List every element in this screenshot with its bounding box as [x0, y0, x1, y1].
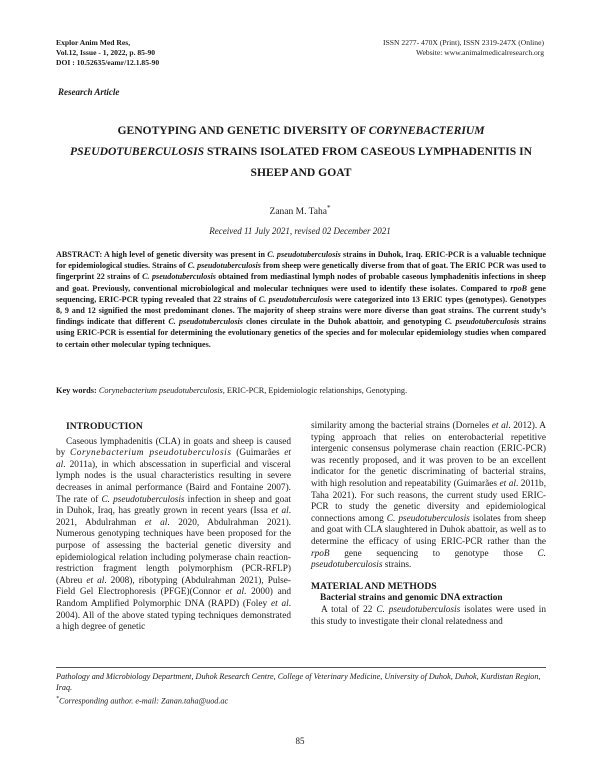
et-al: et al — [491, 421, 509, 431]
body-text: gene sequencing to genotype those — [329, 548, 538, 559]
species-name: C. pseudotuberculosis — [444, 317, 520, 327]
footnote-mark: * — [56, 695, 59, 702]
gene-name: rpoB — [311, 548, 330, 559]
title-part-1: GENOTYPING AND GENETIC DIVERSITY OF — [117, 124, 369, 137]
species-name: C. pseudotuberculosis — [376, 604, 461, 615]
et-al: et al — [225, 587, 245, 598]
journal-name: Explor Anim Med Res, — [56, 38, 131, 47]
left-column — [56, 421, 291, 634]
author-mark: * — [326, 204, 331, 212]
et-al: et al — [144, 517, 168, 528]
body-text: similarity among the bacterial strains (Dorneles — [311, 421, 492, 431]
keywords-rest: ERIC-PCR, Epidemiologic relationships, Genotyping. — [224, 386, 408, 395]
article-type: Research Article — [58, 87, 120, 97]
title-part-2: STRAINS ISOLATED FROM CASEOUS LYMPHADENITIS IN SHEEP AND GOAT — [204, 145, 532, 179]
methods-paragraph — [311, 605, 546, 628]
species-name: C. pseudotuberculosis — [168, 317, 243, 327]
methods-subheading: Bacterial strains and genomic DNA extraction — [320, 593, 503, 604]
body-text: (Guimarães — [231, 448, 285, 459]
body-text: strains. — [382, 560, 412, 571]
et-al: et al — [270, 598, 289, 609]
body-text: . 2021, Abdulrahman — [56, 506, 292, 528]
keywords-label: Key words: — [56, 386, 99, 395]
abstract-text: from sheep were genetically diverse from that of goat. The ERIC PCR was used to fingerprint 22 strains of — [56, 261, 546, 282]
introduction-paragraph — [56, 437, 291, 634]
website-text: Website: www.animalmedicalresearch.org — [415, 48, 544, 57]
corresponding-email: Corresponding author. e-mail: Zanan.taha@uod.ac — [59, 696, 229, 706]
abstract-text: A high level of genetic diversity was present in — [104, 250, 268, 259]
issn-info — [383, 38, 544, 58]
footnote-divider — [56, 667, 546, 668]
corresponding-author — [56, 694, 546, 707]
species-name: Corynebacterium pseudotuberculosis — [69, 448, 232, 459]
body-text: . 2020, Abdulrahman 2021). Numerous genotyping techniques have been proposed for the purpose of assessing the bacterial genetic diversity and epidemiological relation including polymerase chain reaction-restriction fragment length polymorphism (PCR-RFLP) (Abreu — [56, 517, 291, 586]
issn-text: ISSN 2277- 470X (Print), ISSN 2319-247X (Online) — [383, 38, 544, 47]
et-al: et al — [271, 506, 289, 517]
journal-info — [56, 38, 159, 68]
abstract-text: strains in Duhok, Iraq. ERIC-PCR is a valuable technique for epidemiological studies. Strains of — [56, 250, 547, 271]
species-name: C. pseudotuberculosis — [142, 272, 216, 282]
body-text: A total of 22 — [321, 604, 377, 615]
footnote — [56, 671, 546, 707]
abstract-text: obtained from mediastinal lymph nodes of probable caseous lymphadenitis infections in sheep and goat. Previously, conventional microbiological and molecular techniques were used to identify these isolates. Compared to — [56, 272, 547, 293]
body-text: . 2008), ribotyping (Abdulrahman 2021), Pulse-Field Gel Electrophoresis (PFGE)(Connor — [56, 575, 291, 598]
keywords — [56, 386, 546, 395]
title-species: CORYNEBACTERIUM PSEUDOTUBERCULOSIS — [70, 124, 485, 158]
journal-doi: DOI : 10.52635/eamr/12.1.85-90 — [56, 58, 160, 67]
et-al: et al — [499, 478, 516, 489]
paper-title — [56, 120, 546, 183]
keywords-species: Corynebacterium pseudotuberculosis, — [98, 386, 225, 395]
gene-name: rpoB — [510, 283, 528, 293]
received-dates: Received 11 July 2021, revised 02 December 2021 — [209, 226, 391, 236]
et-al: et al — [56, 448, 292, 470]
body-text: isolates were used in this study to investigate their clonal relatedness and — [311, 604, 546, 627]
author-name: Zanan M. Taha — [269, 207, 327, 218]
abstract-text: strains using ERIC-PCR is essential for determining the evolutionary genetics of the species and for molecular epidemiology studies when compared to certain other molecular typing techniques. — [56, 317, 546, 349]
journal-volume: Vol.12, Issue - 1, 2022, p. 85-90 — [56, 48, 156, 57]
abstract-label: ABSTRACT: — [56, 250, 104, 259]
species-name: C. pseudotuberculosis — [258, 294, 333, 304]
abstract-text: gene sequencing, ERIC-PCR typing revealed that 22 strains of — [56, 283, 546, 304]
author-line — [0, 204, 600, 217]
body-text: Caseous lymphadenitis (CLA) in goats and sheep is caused by — [56, 436, 291, 459]
abstract-text: clones circulate in the Duhok abattoir, and genotyping — [242, 317, 445, 327]
body-text: . 2012). A typing approach that relies on enterobacterial repetitive intergenic consensus polymerase chain reaction (ERIC-PCR) was recently proposed, and it was proven to be an excellent indicator for the genetic discriminating of bacterial strains, with high resolution and repeatability (Guimarães — [311, 421, 547, 489]
page-number: 85 — [295, 736, 305, 746]
introduction-heading: INTRODUCTION — [66, 421, 143, 432]
et-al: et al — [86, 575, 105, 586]
species-name: C. pseudotuberculosis — [386, 513, 470, 524]
species-name: C. pseudotuberculosis — [311, 548, 546, 571]
methods-heading: MATERIAL AND METHODS — [311, 580, 437, 592]
body-text: . 2011a), in which abscessation in superficial and visceral lymph nodes is the usual characteristics resulting in severe decreases in animal performance (Baird and Fontaine 2007). The rate of — [56, 459, 291, 505]
species-name: C. pseudotuberculosis — [267, 250, 341, 259]
body-text: isolates from sheep and goat with CLA slaughtered in Duhok abattoir, as well as to determine the efficacy of using ERIC-PCR rather than the — [311, 513, 546, 547]
right-column — [311, 421, 546, 628]
affiliation: Pathology and Microbiology Department, Duhok Research Centre, College of Veterinary Medicine, University of Duhok, Duhok, Kurdistan Region, Iraq. — [56, 672, 541, 693]
species-name: C. pseudotuberculosis — [187, 261, 261, 271]
body-text: . 2004). All of the above stated typing techniques demonstrated a high degree of genetic — [56, 598, 292, 633]
body-text: . 2000) and Random Amplified Polymorphic DNA (RAPD) (Foley — [56, 587, 291, 609]
body-text: infection in sheep and goat in Duhok, Iraq, has greatly grown in recent years (Issa — [56, 494, 291, 517]
abstract-text: were categorized into 13 ERIC types (genotypes). Genotypes 8, 9 and 12 signified the most predominant clones. The majority of sheep strains were more diverse than goat strains. The current study’s findings indicate that different — [56, 294, 547, 327]
abstract — [56, 249, 546, 350]
introduction-continued — [311, 421, 546, 572]
species-name: C. pseudotuberculosis — [101, 494, 185, 505]
body-text: . 2011b, Taha 2021). For such reasons, the current study used ERIC-PCR to study the genetic diversity and epidemiological connections among — [311, 478, 547, 524]
